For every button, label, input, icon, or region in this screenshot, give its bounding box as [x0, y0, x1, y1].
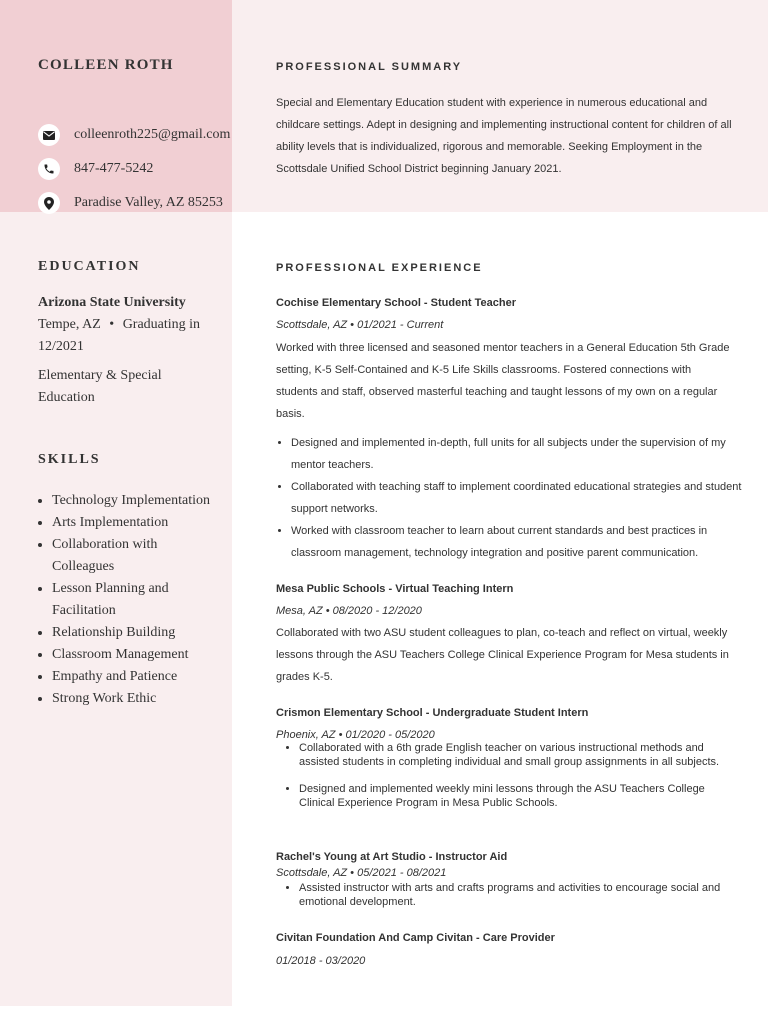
- skill-item: • Collaboration with Colleagues: [52, 534, 242, 578]
- job-title: Cochise Elementary School - Student Teacher: [276, 297, 517, 309]
- job-bullet: • Collaborated with teaching staff to implement coordinated educational strategies and student support networks.: [291, 476, 751, 520]
- skill-item: • Technology Implementation: [52, 490, 242, 512]
- job-meta: Phoenix, AZ • 01/2020 - 05/2020: [276, 729, 435, 741]
- job-bullets: [280, 742, 741, 810]
- education-degree: Elementary & Special Education: [38, 368, 162, 405]
- job-bullet: • Worked with classroom teacher to learn about current standards and best practices in classroom management, technology integration and positive parent communication.: [291, 520, 751, 564]
- phone-icon: [38, 158, 60, 180]
- job-meta: Scottsdale, AZ • 05/2021 - 08/2021: [276, 867, 447, 879]
- contact-location-row: [38, 192, 223, 214]
- contact-email-row[interactable]: [38, 124, 230, 146]
- job-bullets: [276, 432, 751, 564]
- skill-item: • Relationship Building: [52, 622, 242, 644]
- job-meta: 01/2018 - 03/2020: [276, 955, 366, 967]
- candidate-name: COLLEEN ROTH: [38, 57, 174, 73]
- job-title: Civitan Foundation And Camp Civitan - Care Provider: [276, 932, 555, 944]
- education-school: Arizona State University: [38, 295, 186, 310]
- job-description: Collaborated with two ASU student colleagues to plan, co-teach and reflect on virtual, weekly lessons through the ASU Teachers College Clinical Experience Program for Mesa students in grades K-5.: [276, 627, 729, 683]
- education-location: Tempe, AZ: [38, 317, 101, 332]
- job-bullet: • Designed and implemented in-depth, full units for all subjects under the supervision of my mentor teachers.: [291, 432, 751, 476]
- skill-item: • Classroom Management: [52, 644, 242, 666]
- skills-heading: SKILLS: [38, 452, 101, 467]
- summary-text: Special and Elementary Education student with experience in numerous educational and childcare settings. Adept in designing and implementing instructional content for children of all ability levels that is individualized, rigorous and memorable. Seeking Employment in the Scottsdale Unified School District beginning January 2021.: [276, 97, 732, 175]
- education-graduating: Graduating in 12/2021: [38, 317, 201, 354]
- map-pin-icon: [38, 192, 60, 214]
- job-description: Worked with three licensed and seasoned mentor teachers in a General Education 5th Grade setting, K-5 Self-Contained and K-5 Life Skills classrooms. Fostered connections with students and staff, observed masterful teaching and taught lessons of my own on a regular basis.: [276, 342, 730, 420]
- job-bullet: • Designed and implemented weekly mini lessons through the ASU Teachers College Clinical Experience Program in Mesa Public Schools.: [299, 783, 741, 810]
- job-bullet: • Collaborated with a 6th grade English teacher on various instructional methods and assisted students in completing individual and small group assignments in all subjects.: [299, 742, 741, 769]
- contact-phone[interactable]: 847-477-5242: [74, 161, 154, 176]
- contact-phone-row[interactable]: [38, 158, 153, 180]
- education-separator: •: [109, 317, 115, 332]
- job-bullets: [280, 882, 741, 909]
- job-title: Crismon Elementary School - Undergraduate Student Intern: [276, 707, 589, 719]
- job-meta: Mesa, AZ • 08/2020 - 12/2020: [276, 605, 422, 617]
- contact-email[interactable]: colleenroth225@gmail.com: [74, 127, 231, 142]
- experience-heading: PROFESSIONAL EXPERIENCE: [276, 262, 483, 274]
- skill-item: • Strong Work Ethic: [52, 688, 242, 710]
- job-meta: Scottsdale, AZ • 01/2021 - Current: [276, 319, 444, 331]
- contact-location: Paradise Valley, AZ 85253: [74, 195, 223, 210]
- education-details: [38, 314, 218, 358]
- skill-item: • Lesson Planning and Facilitation: [52, 578, 242, 622]
- summary-heading: PROFESSIONAL SUMMARY: [276, 61, 463, 73]
- job-title: Rachel's Young at Art Studio - Instructor Aid: [276, 851, 508, 863]
- job-bullet: • Assisted instructor with arts and crafts programs and activities to encourage social and emotional development.: [299, 882, 741, 909]
- skills-list: [34, 490, 242, 710]
- job-title: Mesa Public Schools - Virtual Teaching Intern: [276, 583, 514, 595]
- skill-item: • Empathy and Patience: [52, 666, 242, 688]
- header-left-panel: [0, 0, 232, 212]
- education-heading: EDUCATION: [38, 259, 141, 274]
- skill-item: • Arts Implementation: [52, 512, 242, 534]
- envelope-icon: [38, 124, 60, 146]
